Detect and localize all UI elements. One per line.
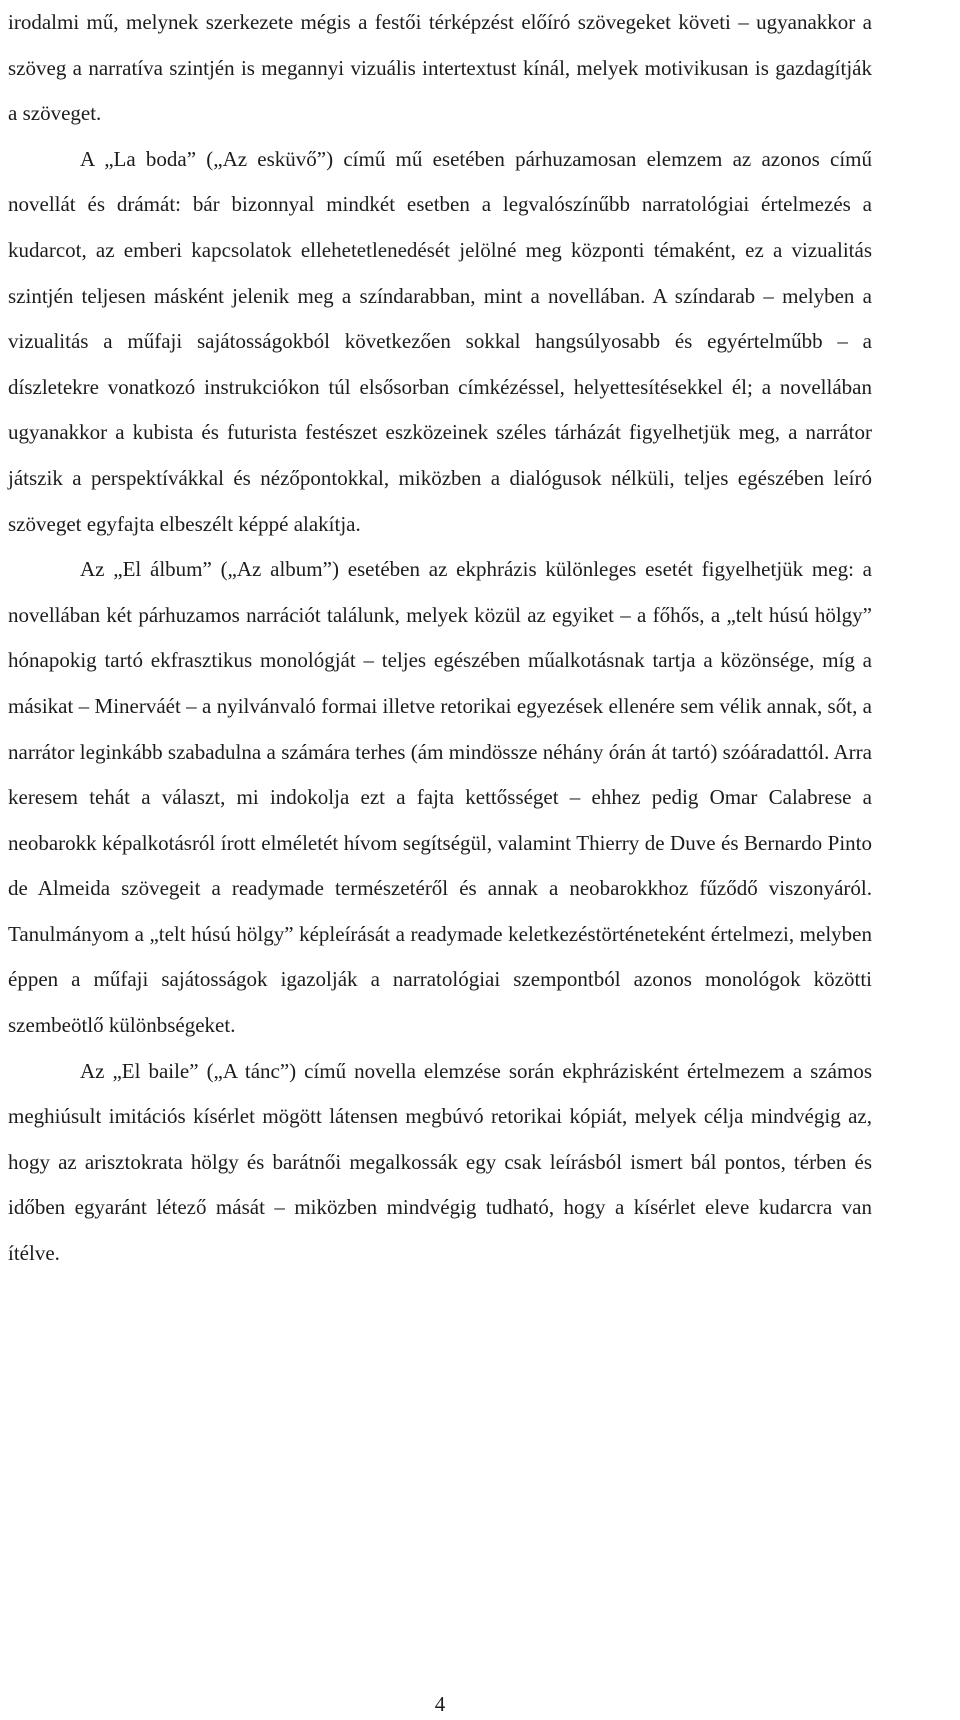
paragraph-1: irodalmi mű, melynek szerkezete mégis a festői térképzést előíró szövegeket követi – ugyanakkor a szöveg a narratíva szintjén is megannyi vizuális intertextust kínál, melyek motivikusan is gazdagítják a szöveget. — [8, 10, 872, 126]
document-body — [8, 0, 872, 1277]
paragraph-4: Az „El baile” („A tánc”) című novella elemzése során ekphrázisként értelmezem a számos meghiúsult imitációs kísérlet mögött látensen megbúvó retorikai kópiát, melyek célja mindvégig az, hogy az arisztokrata hölgy és barátnői megalkossák egy csak leírásból ismert bál pontos, térben és időben egyaránt létező mását – miközben mindvégig tudható, hogy a kísérlet eleve kudarcra van ítélve. — [8, 1058, 872, 1266]
paragraph-3: Az „El álbum” („Az album”) esetében az ekphrázis különleges esetét figyelhetjük meg: a novellában két párhuzamos narrációt találunk, melyek közül az egyiket – a főhős, a „telt húsú hölgy” hónapokig tartó ekfrasztikus monológját – teljes egészében műalkotásnak tartja a közönsége, míg a másikat – Minerváét – a nyilvánvaló formai illetve retorikai egyezések ellenére sem vélik annak, sőt, a narrátor leginkább szabadulna a számára terhes (ám mindössze néhány órán át tartó) szóáradattól. Arra keresem tehát a választ, mi indokolja ezt a fajta kettősséget – ehhez pedig Omar Calabrese a neobarokk képalkotásról írott elméletét hívom segítségül, valamint Thierry de Duve és Bernardo Pinto de Almeida szövegeit a readymade természetéről és annak a neobarokkhoz fűződő viszonyáról. Tanulmányom a „telt húsú hölgy” képleírását a readymade keletkezéstörténeteként értelmezi, melyben éppen a műfaji sajátosságok igazolják a narratológiai szempontból azonos monológok közötti szembeötlő különbségeket. — [8, 557, 872, 1038]
paragraph-2: A „La boda” („Az esküvő”) című mű esetében párhuzamosan elemzem az azonos című novellát és drámát: bár bizonnyal mindkét esetben a legvalószínűbb narratológiai értelmezés a kudarcot, az emberi kapcsolatok ellehetetlenedését jelölné meg központi témaként, ez a vizualitás szintjén teljesen másként jelenik meg a színdarabban, mint a novellában. A színdarab – melyben a vizualitás a műfaji sajátosságokból következően sokkal hangsúlyosabb és egyértelműbb – a díszletekre vonatkozó instrukciókon túl elsősorban címkézéssel, helyettesítésekkel él; a novellában ugyanakkor a kubista és futurista festészet eszközeinek széles tárházát figyelhetjük meg, a narrátor játszik a perspektívákkal és nézőpontokkal, miközben a dialógusok nélküli, teljes egészében leíró szöveget egyfajta elbeszélt képpé alakítja. — [8, 146, 872, 536]
page-number: 4 — [434, 1692, 446, 1716]
